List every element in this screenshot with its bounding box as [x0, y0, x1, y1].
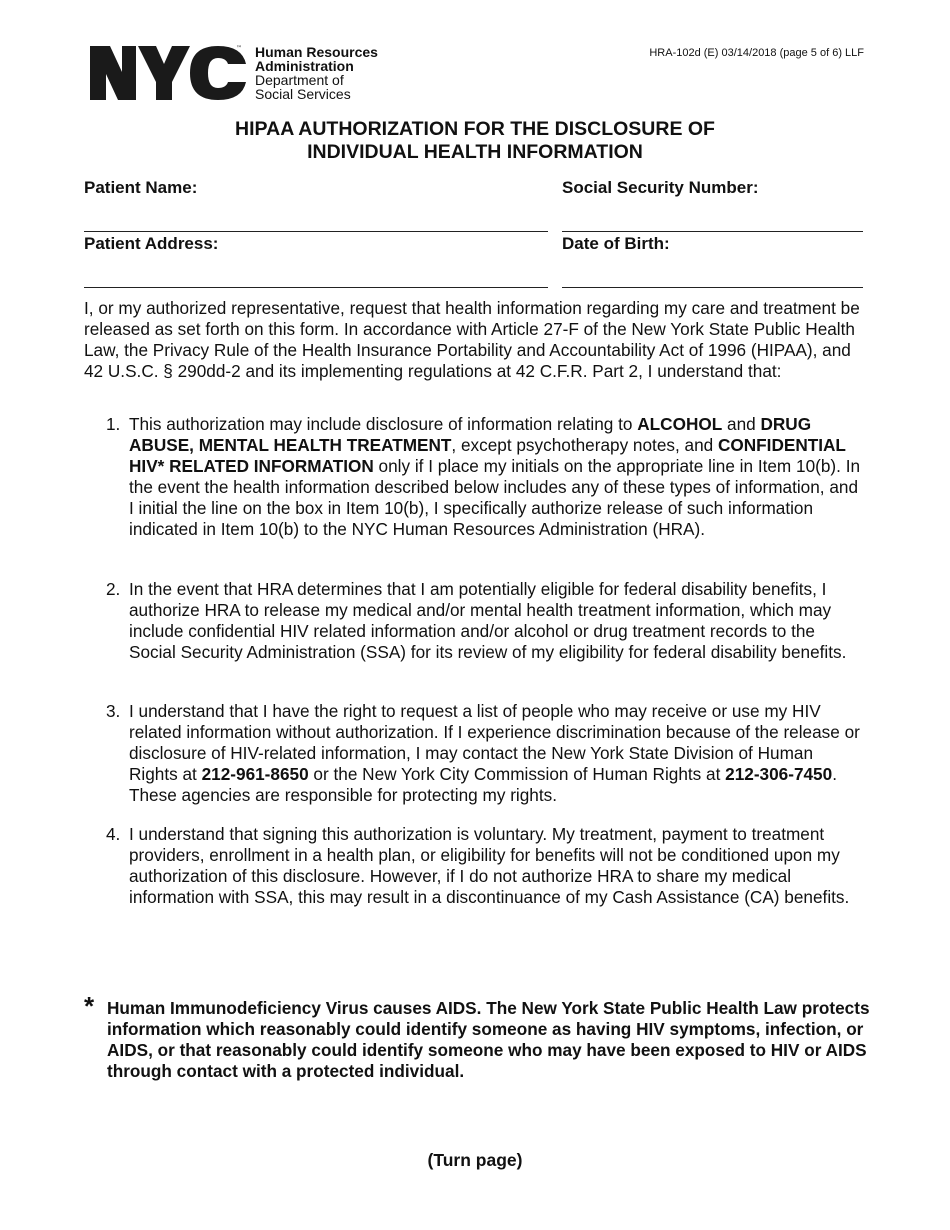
- title-line-2: INDIVIDUAL HEALTH INFORMATION: [307, 141, 643, 163]
- item-text: This authorization may include disclosure of information relating to ALCOHOL and DRUG ABUSE, MENTAL HEALTH TREATMENT, except psychotherapy notes, and CONFIDENTIAL HIV* RELATED INFORMATION only if I place my initials on the appropriate line in Item 10(b). In the event the health information described below includes any of these types of information, and I initial the line on the box in Item 10(b), I specifically authorize release of such information indicated in Item 10(b) to the NYC Human Resources Administration (HRA).: [129, 414, 861, 539]
- item-text: I understand that I have the right to request a list of people who may receive or use my HIV related information without authorization. If I experience discrimination because of the release or disclosure of HIV-related information, I may contact the New York State Division of Human Rights at 212-961-8650 or the New York City Commission of Human Rights at 212-306-7450. These agencies are responsible for protecting my rights.: [129, 701, 860, 805]
- list-item-3: [106, 701, 866, 806]
- page-title: [0, 118, 950, 164]
- hiv-footnote: [84, 991, 874, 1082]
- patient-address-label: Patient Address:: [84, 234, 219, 253]
- list-item-4: [106, 824, 866, 908]
- ssn-field[interactable]: [562, 231, 863, 232]
- dob-field[interactable]: [562, 287, 863, 288]
- item-text: In the event that HRA determines that I am potentially eligible for federal disability benefits, I authorize HRA to release my medical and/or mental health treatment information, which may include confidential HIV related information and/or alcohol or drug treatment records to the Social Security Administration (SSA) for its review of my eligibility for federal disability benefits.: [129, 579, 847, 662]
- list-item-2: [106, 579, 866, 663]
- item-number: 2.: [106, 579, 121, 599]
- item-text: I understand that signing this authorization is voluntary. My treatment, payment to treatment providers, enrollment in a health plan, or eligibility for benefits will not be conditioned upon my authorization of this disclosure. However, if I do not authorize HRA to share my medical information with SSA, this may result in a discontinuance of my Cash Assistance (CA) benefits.: [129, 824, 850, 907]
- item-number: 1.: [106, 414, 121, 434]
- patient-address-field[interactable]: [84, 287, 548, 288]
- footnote-text: Human Immunodeficiency Virus causes AIDS. The New York State Public Health Law protects information which reasonably could identify someone as having HIV symptoms, infection, or AIDS, or that reasonably could identify someone who may have been exposed to HIV or AIDS through contact with a protected individual.: [107, 998, 870, 1081]
- title-line-1: HIPAA AUTHORIZATION FOR THE DISCLOSURE OF: [235, 118, 715, 140]
- ssn-label: Social Security Number:: [562, 178, 759, 197]
- agency-line-3: Department of: [255, 72, 344, 88]
- agency-line-4: Social Services: [255, 86, 351, 102]
- svg-text:™: ™: [236, 45, 242, 52]
- agency-line-1: Human Resources: [255, 44, 378, 60]
- turn-page-note: (Turn page): [427, 1150, 523, 1170]
- agency-line-2: Administration: [255, 58, 354, 74]
- nyc-logo: [86, 44, 248, 102]
- patient-name-label: Patient Name:: [84, 178, 198, 197]
- asterisk-icon: *: [84, 991, 95, 1021]
- item-number: 3.: [106, 701, 121, 721]
- item-number: 4.: [106, 824, 121, 844]
- form-code: HRA-102d (E) 03/14/2018 (page 5 of 6) LLF: [649, 47, 864, 59]
- intro-paragraph: I, or my authorized representative, request that health information regarding my care and treatment be released as set forth on this form. In accordance with Article 27-F of the New York State Public Health Law, the Privacy Rule of the Health Insurance Portability and Accountability Act of 1996 (HIPAA), and 42 U.S.C. § 290dd-2 and its implementing regulations at 42 C.F.R. Part 2, I understand that:: [84, 298, 860, 381]
- dob-label: Date of Birth:: [562, 234, 670, 253]
- list-item-1: [106, 414, 866, 540]
- agency-name: [255, 45, 378, 101]
- patient-name-field[interactable]: [84, 231, 548, 232]
